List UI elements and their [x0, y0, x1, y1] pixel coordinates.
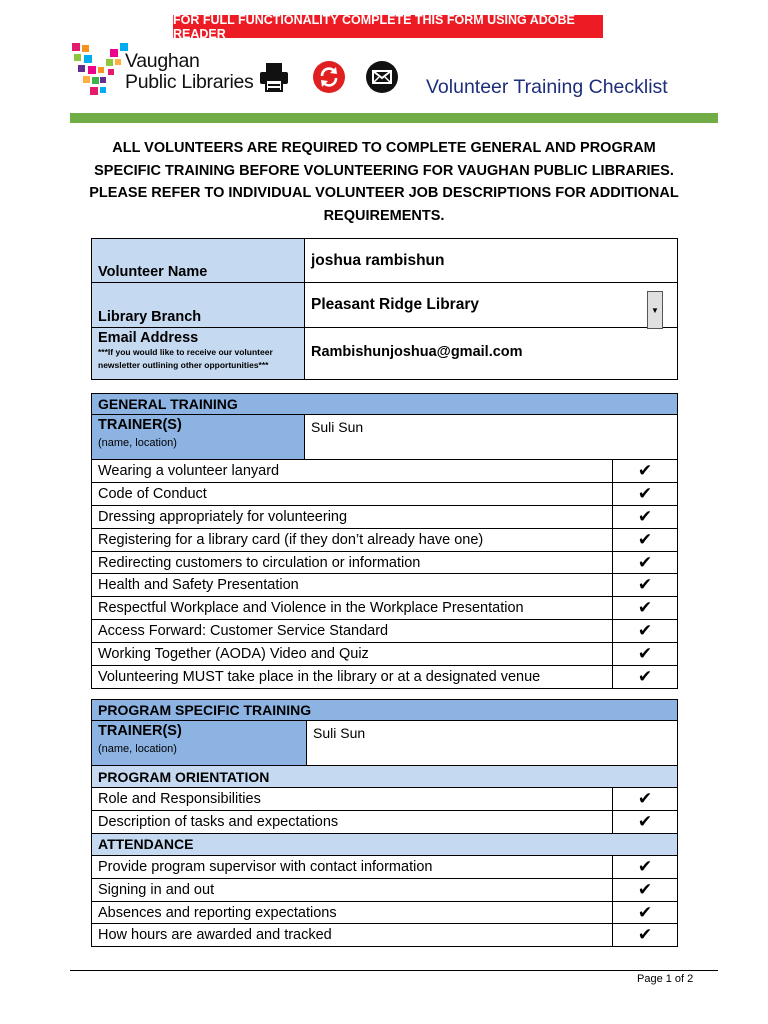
- email-label-cell: [92, 328, 305, 380]
- library-branch-select[interactable]: [305, 283, 678, 328]
- dropdown-arrow-icon[interactable]: ▼: [647, 291, 663, 329]
- checklist-item-label: Absences and reporting expectations: [92, 901, 613, 924]
- checklist-item-label: Respectful Workplace and Violence in the Workplace Presentation: [92, 597, 613, 620]
- checkmark-icon[interactable]: ✔: [613, 924, 678, 947]
- refresh-icon[interactable]: [313, 61, 345, 93]
- program-training-table: [91, 699, 678, 947]
- program-orientation-heading: PROGRAM ORIENTATION: [92, 766, 678, 788]
- program-trainer-field[interactable]: Suli Sun: [307, 721, 678, 766]
- checklist-item-label: Volunteering MUST take place in the library or at a designated venue: [92, 666, 613, 689]
- page-title: Volunteer Training Checklist: [426, 76, 668, 98]
- checklist-item-label: Redirecting customers to circulation or information: [92, 551, 613, 574]
- checkmark-icon[interactable]: ✔: [613, 901, 678, 924]
- checklist-row: [92, 666, 678, 689]
- checklist-row: [92, 620, 678, 643]
- checkmark-icon[interactable]: ✔: [613, 574, 678, 597]
- attendance-heading: ATTENDANCE: [92, 833, 678, 855]
- volunteer-info-table: [91, 238, 678, 380]
- checkmark-icon[interactable]: ✔: [613, 597, 678, 620]
- checkmark-icon[interactable]: ✔: [613, 666, 678, 689]
- checkmark-icon[interactable]: ✔: [613, 551, 678, 574]
- page-number: Page 1 of 2: [637, 973, 694, 985]
- library-logo-text: [125, 51, 254, 93]
- printer-icon[interactable]: [258, 61, 290, 93]
- checklist-row: [92, 482, 678, 505]
- checkmark-icon[interactable]: ✔: [613, 620, 678, 643]
- checklist-item-label: Registering for a library card (if they don’t already have one): [92, 528, 613, 551]
- checklist-row: [92, 788, 678, 811]
- general-training-heading: GENERAL TRAINING: [92, 394, 678, 415]
- checklist-row: [92, 901, 678, 924]
- checklist-item-label: Provide program supervisor with contact information: [92, 855, 613, 878]
- checklist-item-label: Working Together (AODA) Video and Quiz: [92, 643, 613, 666]
- logo-line-2: Public Libraries: [125, 71, 254, 93]
- checkmark-icon[interactable]: ✔: [613, 460, 678, 483]
- checkmark-icon[interactable]: ✔: [613, 878, 678, 901]
- program-trainer-label: TRAINER(S): [98, 723, 182, 739]
- library-branch-value: Pleasant Ridge Library: [311, 296, 479, 313]
- email-address-field[interactable]: Rambishunjoshua@gmail.com: [305, 328, 678, 380]
- checklist-item-label: Description of tasks and expectations: [92, 810, 613, 833]
- checklist-row: [92, 924, 678, 947]
- library-branch-label: Library Branch: [92, 283, 305, 328]
- checklist-row: [92, 574, 678, 597]
- general-trainer-label: TRAINER(S): [98, 417, 182, 433]
- checklist-row: [92, 597, 678, 620]
- adobe-reader-banner: FOR FULL FUNCTIONALITY COMPLETE THIS FORM USING ADOBE READER: [173, 15, 603, 38]
- mail-icon[interactable]: [366, 61, 398, 93]
- general-training-table: [91, 393, 678, 689]
- newsletter-note: ***If you would like to receive our volunteer newsletter outlining other opportunities***: [98, 347, 273, 370]
- checklist-row: [92, 810, 678, 833]
- checklist-row: [92, 460, 678, 483]
- logo-line-1: Vaughan: [125, 50, 200, 72]
- checkmark-icon[interactable]: ✔: [613, 528, 678, 551]
- checklist-item-label: How hours are awarded and tracked: [92, 924, 613, 947]
- volunteer-name-label: Volunteer Name: [92, 239, 305, 283]
- volunteer-name-field[interactable]: joshua rambishun: [305, 239, 678, 283]
- checklist-item-label: Access Forward: Customer Service Standard: [92, 620, 613, 643]
- checkmark-icon[interactable]: ✔: [613, 482, 678, 505]
- general-trainer-field[interactable]: Suli Sun: [305, 415, 678, 460]
- checklist-row: [92, 528, 678, 551]
- checklist-item-label: Dressing appropriately for volunteering: [92, 505, 613, 528]
- checklist-item-label: Wearing a volunteer lanyard: [92, 460, 613, 483]
- header-divider: [70, 113, 718, 123]
- general-trainer-sublabel: (name, location): [98, 437, 177, 449]
- checklist-row: [92, 855, 678, 878]
- checklist-row: [92, 878, 678, 901]
- program-trainer-sublabel: (name, location): [98, 743, 177, 755]
- checklist-item-label: Signing in and out: [92, 878, 613, 901]
- general-trainer-label-cell: [92, 415, 305, 460]
- checklist-row: [92, 643, 678, 666]
- checkmark-icon[interactable]: ✔: [613, 810, 678, 833]
- checkmark-icon[interactable]: ✔: [613, 788, 678, 811]
- checkmark-icon[interactable]: ✔: [613, 643, 678, 666]
- checklist-item-label: Health and Safety Presentation: [92, 574, 613, 597]
- checklist-row: [92, 505, 678, 528]
- checkmark-icon[interactable]: ✔: [613, 855, 678, 878]
- program-trainer-label-cell: [92, 721, 307, 766]
- checklist-item-label: Code of Conduct: [92, 482, 613, 505]
- program-training-heading: PROGRAM SPECIFIC TRAINING: [92, 700, 678, 721]
- checklist-item-label: Role and Responsibilities: [92, 788, 613, 811]
- checkmark-icon[interactable]: ✔: [613, 505, 678, 528]
- email-address-label: Email Address: [98, 330, 199, 346]
- requirements-notice: ALL VOLUNTEERS ARE REQUIRED TO COMPLETE GENERAL AND PROGRAM SPECIFIC TRAINING BEFORE VOLUNTEERING FOR VAUGHAN PUBLIC LIBRARIES. PLEASE REFER TO INDIVIDUAL VOLUNTEER JOB DESCRIPTIONS FOR ADDITIONAL REQUIREMENTS.: [89, 140, 679, 224]
- checklist-row: [92, 551, 678, 574]
- footer-divider: [70, 970, 718, 971]
